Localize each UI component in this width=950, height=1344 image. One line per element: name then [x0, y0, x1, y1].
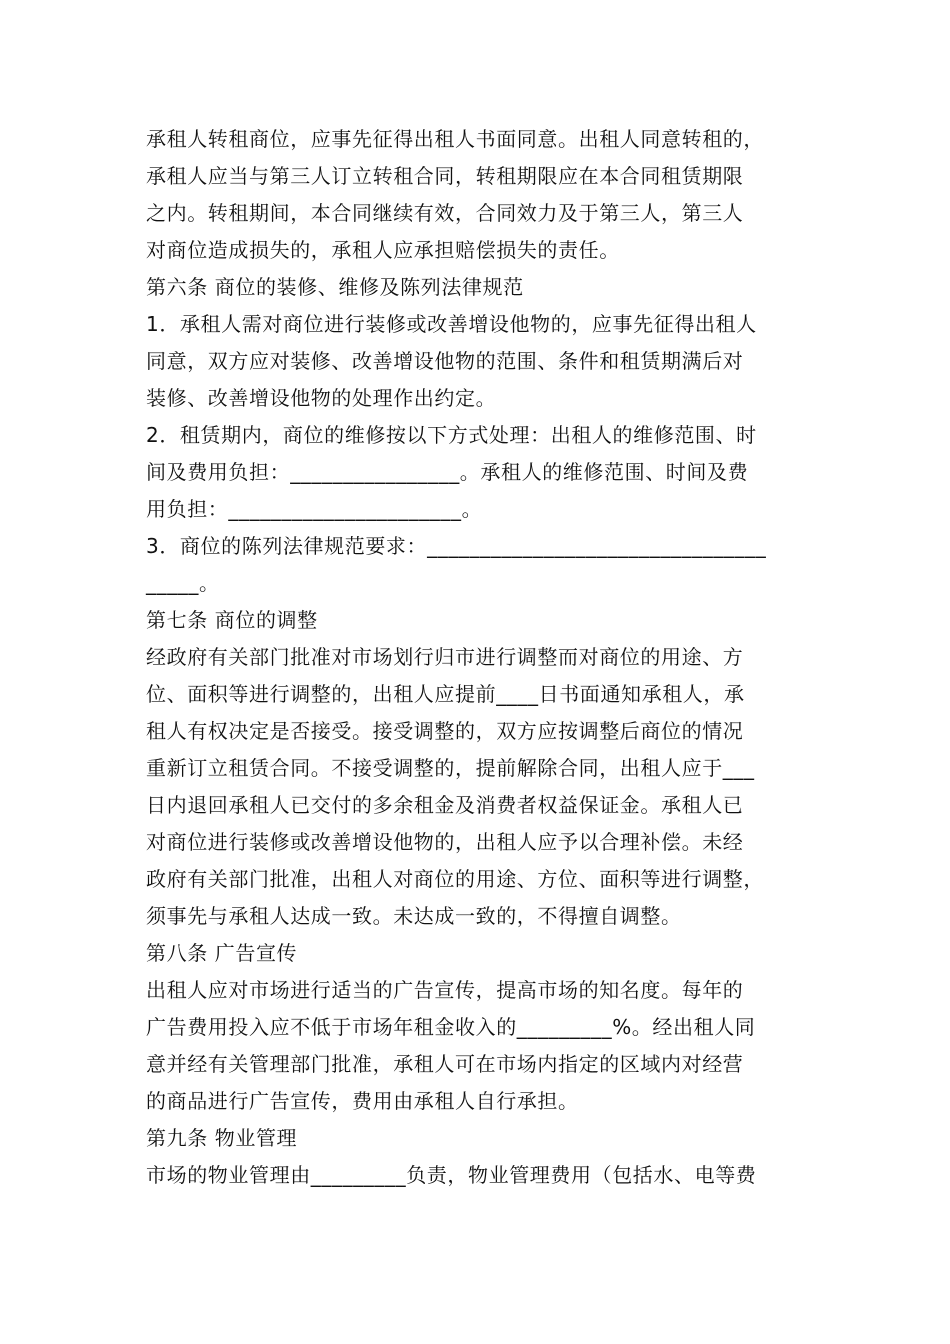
text-line: 的商品进行广告宣传，费用由承租人自行承担。 [146, 1089, 579, 1113]
text-line: 对商位进行装修或改善增设他物的，出租人应予以合理补偿。未经 [146, 830, 744, 854]
text-line: 同意，双方应对装修、改善增设他物的范围、条件和租赁期满后对 [146, 349, 744, 373]
text-line: 租人有权决定是否接受。接受调整的，双方应按调整后商位的情况 [146, 719, 744, 743]
text-line: 3．商位的陈列法律规范要求：________________________________ [146, 534, 767, 558]
article-heading: 第九条 物业管理 [146, 1126, 298, 1150]
text-line: _____。 [146, 571, 220, 595]
text-line: 承租人应当与第三人订立转租合同，转租期限应在本合同租赁期限 [146, 164, 744, 188]
text-line: 日内退回承租人已交付的多余租金及消费者权益保证金。承租人已 [146, 793, 744, 817]
text-line: 经政府有关部门批准对市场划行归市进行调整而对商位的用途、方 [146, 645, 744, 669]
text-line: 用负担：______________________。 [146, 497, 483, 521]
text-line: 意并经有关管理部门批准，承租人可在市场内指定的区域内对经营 [146, 1052, 744, 1076]
text-line: 间及费用负担：________________。承租人的维修范围、时间及费 [146, 460, 749, 484]
text-line: 位、面积等进行调整的，出租人应提前____日书面通知承租人，承 [146, 682, 745, 706]
text-line: 之内。转租期间，本合同继续有效，合同效力及于第三人，第三人 [146, 201, 744, 225]
text-line: 须事先与承租人达成一致。未达成一致的，不得擅自调整。 [146, 904, 682, 928]
text-line: 重新订立租赁合同。不接受调整的，提前解除合同，出租人应于___ [146, 756, 755, 780]
text-line: 1．承租人需对商位进行装修或改善增设他物的，应事先征得出租人 [146, 312, 757, 336]
text-line: 市场的物业管理由_________负责，物业管理费用（包括水、电等费 [146, 1163, 757, 1187]
article-heading: 第七条 商位的调整 [146, 608, 318, 632]
text-line: 政府有关部门批准，出租人对商位的用途、方位、面积等进行调整， [146, 867, 764, 891]
text-line: 广告费用投入应不低于市场年租金收入的_________%。经出租人同 [146, 1015, 756, 1039]
text-line: 出租人应对市场进行适当的广告宣传，提高市场的知名度。每年的 [146, 978, 744, 1002]
article-heading: 第六条 商位的装修、维修及陈列法律规范 [146, 275, 524, 299]
text-line: 对商位造成损失的，承租人应承担赔偿损失的责任。 [146, 238, 620, 262]
text-line: 装修、改善增设他物的处理作出约定。 [146, 386, 497, 410]
text-line: 承租人转租商位，应事先征得出租人书面同意。出租人同意转租的， [146, 127, 764, 151]
article-heading: 第八条 广告宣传 [146, 941, 298, 965]
text-line: 2．租赁期内，商位的维修按以下方式处理：出租人的维修范围、时 [146, 423, 757, 447]
